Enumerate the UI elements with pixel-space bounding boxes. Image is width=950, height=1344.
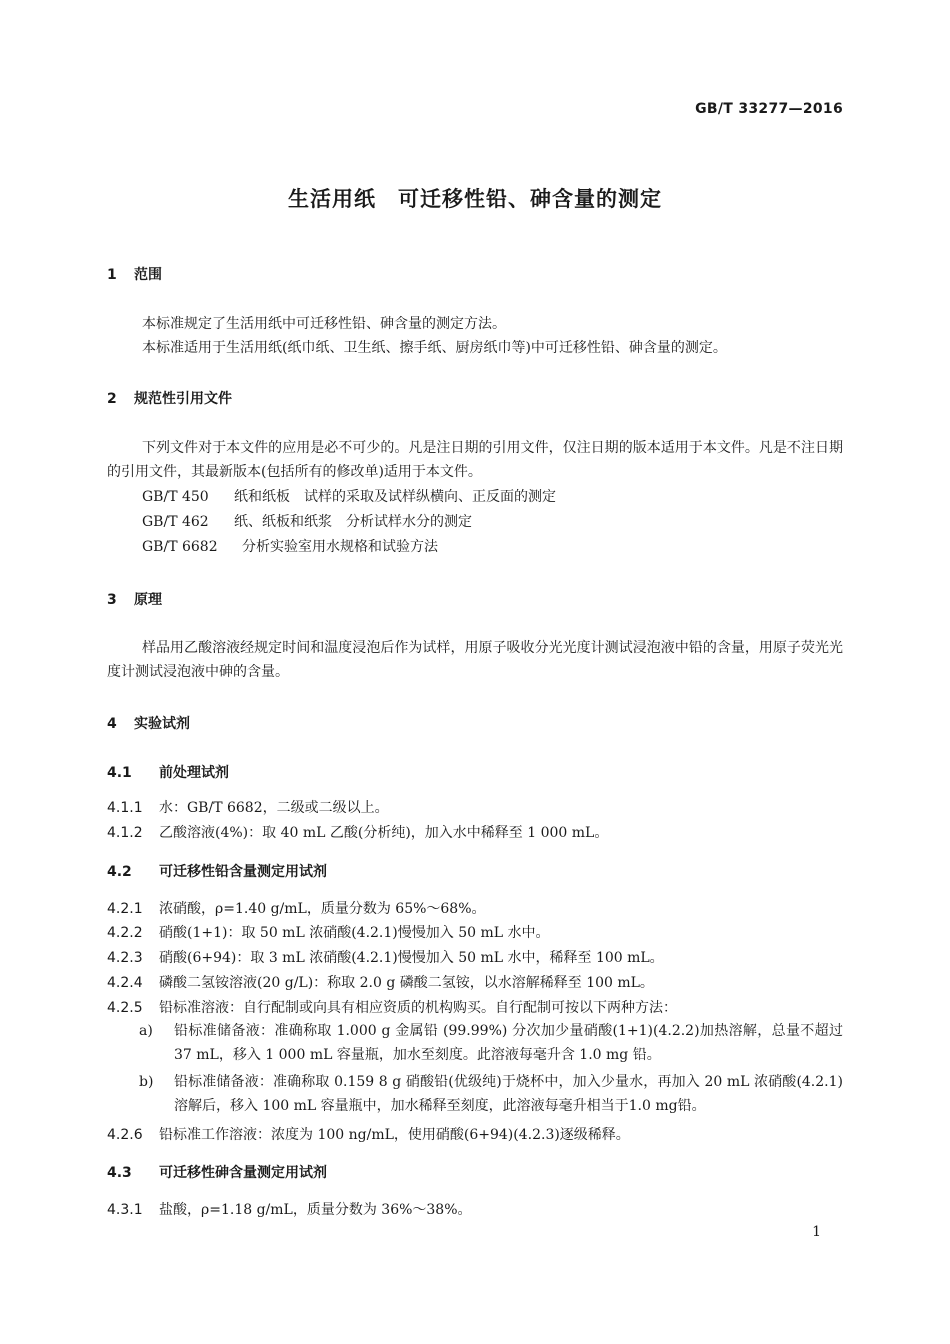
section-title: 规范性引用文件	[134, 391, 232, 407]
clause-number: 4.1.2	[107, 825, 143, 841]
reference-item	[142, 510, 472, 534]
section-heading-principle	[107, 589, 162, 609]
section-heading-reagents	[107, 713, 190, 733]
clause-item	[107, 797, 389, 817]
clause-item	[107, 997, 677, 1017]
section-title: 可迁移性铅含量测定用试剂	[159, 864, 327, 880]
reference-code: GB/T 450	[142, 489, 209, 505]
scope-paragraph-2: 本标准适用于生活用纸(纸巾纸、卫生纸、擦手纸、厨房纸巾等)中可迁移性铅、砷含量的测定。	[142, 340, 727, 356]
sub-item-b	[139, 1070, 843, 1118]
document-title: 生活用纸 可迁移性铅、砷含量的测定	[288, 187, 662, 211]
clause-number: 4.2.3	[107, 950, 143, 966]
clause-item	[107, 972, 654, 992]
page-number: 1	[812, 1224, 821, 1240]
sub-item-a	[139, 1019, 843, 1067]
reference-code: GB/T 6682	[142, 539, 218, 555]
sub-item-marker: a)	[139, 1023, 153, 1039]
clause-item	[107, 822, 608, 842]
section-heading-scope	[107, 264, 162, 284]
clause-text: 盐酸，ρ=1.18 g/mL，质量分数为 36%～38%。	[159, 1202, 472, 1218]
section-number: 4.2	[107, 864, 132, 880]
clause-number: 4.2.1	[107, 901, 143, 917]
reference-code: GB/T 462	[142, 514, 209, 530]
clause-number: 4.2.6	[107, 1127, 143, 1143]
clause-text: 水：GB/T 6682，二级或二级以上。	[159, 800, 389, 816]
clause-text: 铅标准工作溶液：浓度为 100 ng/mL，使用硝酸(6+94)(4.2.3)逐级稀释。	[159, 1127, 630, 1143]
clause-item	[107, 1199, 472, 1219]
clause-item	[107, 1124, 630, 1144]
section-heading-pretreatment-reagents	[107, 762, 229, 782]
section-title: 原理	[134, 592, 162, 608]
section-heading-lead-reagents	[107, 861, 327, 881]
reference-title: 分析实验室用水规格和试验方法	[242, 539, 438, 555]
section-number: 2	[107, 391, 117, 407]
section-heading-normative	[107, 388, 232, 408]
section-title: 前处理试剂	[159, 765, 229, 781]
clause-number: 4.2.2	[107, 925, 143, 941]
clause-text: 乙酸溶液(4%)：取 40 mL 乙酸(分析纯)，加入水中稀释至 1 000 mL。	[159, 825, 609, 841]
clause-text: 铅标准溶液：自行配制或向具有相应资质的机构购买。自行配制可按以下两种方法：	[159, 1000, 677, 1016]
section-title: 范围	[134, 267, 162, 283]
clause-number: 4.3.1	[107, 1202, 143, 1218]
reference-item	[142, 535, 438, 559]
clause-text: 硝酸(6+94)：取 3 mL 浓硝酸(4.2.1)慢慢加入 50 mL 水中，稀释至 100 mL。	[159, 950, 664, 966]
reference-title: 纸、纸板和纸浆 分析试样水分的测定	[234, 514, 472, 530]
clause-text: 磷酸二氢铵溶液(20 g/L)：称取 2.0 g 磷酸二氢铵，以水溶解稀释至 100 mL。	[159, 975, 654, 991]
sub-item-text: 铅标准储备液：准确称取 1.000 g 金属铅 (99.99%) 分次加少量硝酸(1+1)(4.2.2)加热溶解，总量不超过 37 mL，移入 1 000 mL 容量瓶，加水至刻度。此溶液每毫升含 1.0 mg 铅。	[174, 1023, 843, 1063]
section-number: 3	[107, 592, 117, 608]
principle-paragraph: 样品用乙酸溶液经规定时间和温度浸泡后作为试样，用原子吸收分光光度计测试浸泡液中铅的含量，用原子荧光光度计测试浸泡液中砷的含量。	[107, 640, 843, 680]
scope-paragraph-1: 本标准规定了生活用纸中可迁移性铅、砷含量的测定方法。	[142, 316, 506, 332]
section-number: 4.1	[107, 765, 132, 781]
clause-item	[107, 898, 486, 918]
clause-item	[107, 922, 550, 942]
clause-item	[107, 947, 664, 967]
section-title: 实验试剂	[134, 716, 190, 732]
standard-code: GB/T 33277—2016	[695, 101, 843, 117]
clause-number: 4.2.4	[107, 975, 143, 991]
sub-item-text: 铅标准储备液：准确称取 0.159 8 g 硝酸铅(优级纯)于烧杯中，加入少量水，再加入 20 mL 浓硝酸(4.2.1)溶解后，移入 100 mL 容量瓶中，加水稀释至刻度，此溶液每毫升相当于1.0 mg铅。	[174, 1074, 843, 1114]
clause-text: 硝酸(1+1)：取 50 mL 浓硝酸(4.2.1)慢慢加入 50 mL 水中。	[159, 925, 550, 941]
clause-text: 浓硝酸，ρ=1.40 g/mL，质量分数为 65%～68%。	[159, 901, 486, 917]
clause-number: 4.1.1	[107, 800, 143, 816]
reference-item	[142, 485, 556, 509]
section-number: 1	[107, 267, 117, 283]
section-number: 4	[107, 716, 117, 732]
sub-item-marker: b)	[139, 1074, 154, 1090]
section-title: 可迁移性砷含量测定用试剂	[159, 1165, 327, 1181]
clause-number: 4.2.5	[107, 1000, 143, 1016]
section-number: 4.3	[107, 1165, 132, 1181]
reference-title: 纸和纸板 试样的采取及试样纵横向、正反面的测定	[234, 489, 556, 505]
section-heading-arsenic-reagents	[107, 1162, 327, 1182]
normative-intro: 下列文件对于本文件的应用是必不可少的。凡是注日期的引用文件，仅注日期的版本适用于本文件。凡是不注日期的引用文件，其最新版本(包括所有的修改单)适用于本文件。	[107, 440, 843, 480]
